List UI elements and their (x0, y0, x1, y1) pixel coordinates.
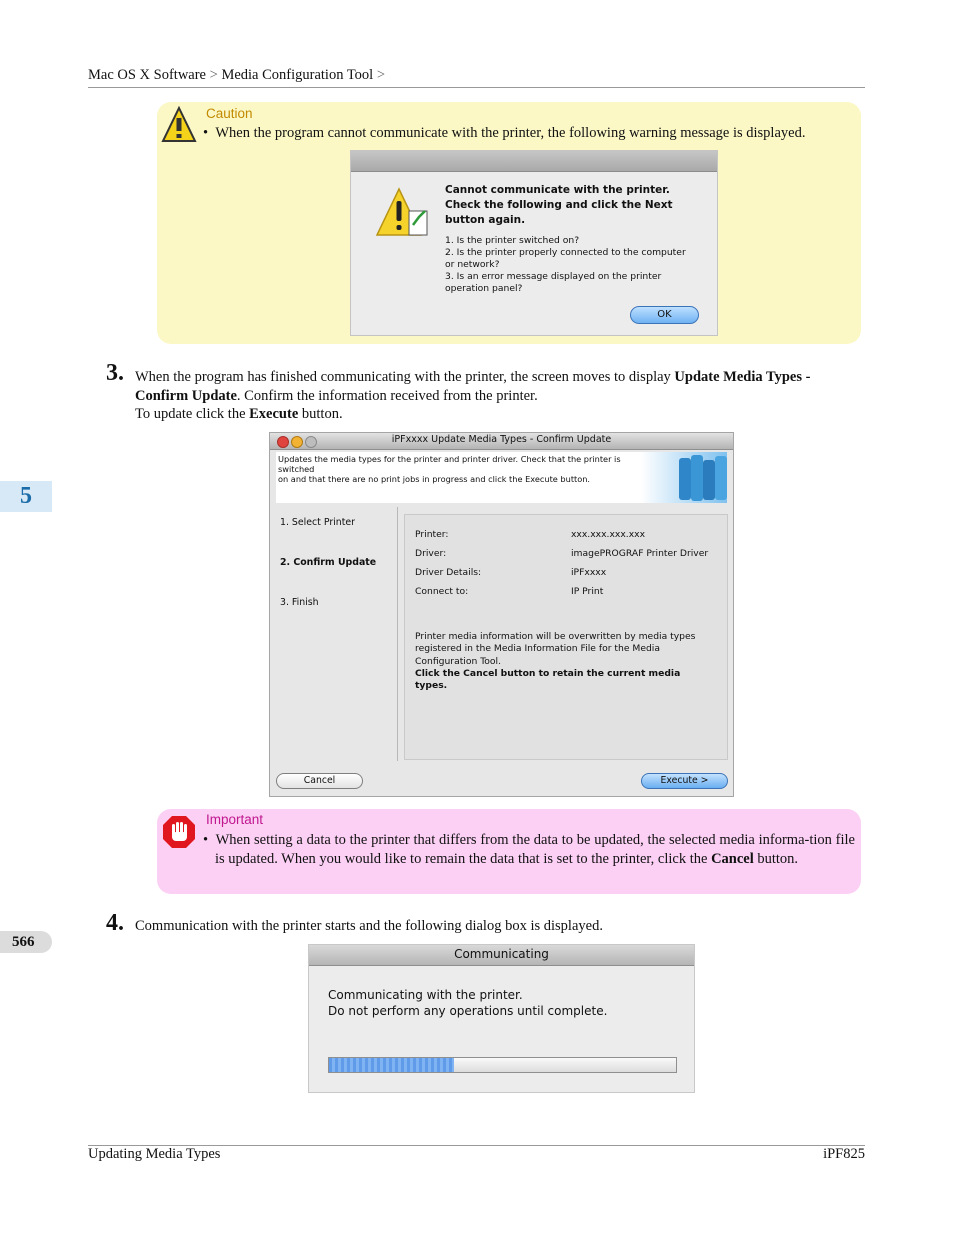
banner-text (278, 454, 638, 484)
breadcrumb-separator: > (376, 67, 386, 83)
note-line-bold: Click the Cancel button to retain the current media types. (415, 667, 681, 692)
warning-checklist (445, 235, 707, 295)
chapter-tab: 5 (0, 481, 52, 512)
checklist-item: operation panel? (445, 283, 523, 294)
note-line: Configuration Tool. (415, 655, 501, 667)
media-rolls-graphic (641, 452, 727, 503)
step-text: button. (298, 406, 343, 422)
info-label-driver-details: Driver Details: (415, 567, 482, 578)
banner-line: Updates the media types for the printer and printer driver. Check that the printer is switched (278, 454, 621, 474)
overwrite-note (415, 631, 715, 692)
warning-heading-line: button again. (445, 214, 526, 226)
wizard-step-finish: 3. Finish (280, 597, 319, 608)
info-value-connect-to: IP Print (571, 586, 604, 597)
info-value-driver-details: iPFxxxx (571, 567, 607, 578)
step-text-bold: Confirm Update (135, 387, 237, 404)
step-number: 4. (106, 910, 124, 936)
message-line: Do not perform any operations until complete. (328, 1004, 608, 1018)
info-value-driver: imagePROGRAF Printer Driver (571, 548, 709, 559)
step-text-bold: Update Media Types - (674, 369, 811, 385)
checklist-item: 1. Is the printer switched on? (445, 235, 580, 246)
communicating-dialog (308, 944, 695, 1093)
note-line: Printer media information will be overwritten by media types (415, 631, 696, 642)
caution-text: When the program cannot communicate with the printer, the following warning message is displayed. (215, 125, 806, 141)
info-label-printer: Printer: (415, 529, 449, 540)
info-value-printer: xxx.xxx.xxx.xxx (571, 529, 646, 540)
warning-icon (375, 185, 431, 241)
step-text: When the program has finished communicating with the printer, the screen moves to display (135, 369, 675, 385)
caution-label: Caution (206, 106, 253, 121)
breadcrumb (88, 67, 385, 84)
wizard-step-confirm-update: 2. Confirm Update (280, 557, 377, 568)
footer-model: iPF825 (823, 1146, 865, 1162)
footer-section-title: Updating Media Types (88, 1146, 221, 1162)
progress-bar (328, 1057, 677, 1073)
message-line: Communicating with the printer. (328, 988, 523, 1002)
ok-button[interactable]: OK (630, 306, 699, 324)
cancel-button[interactable]: Cancel (276, 773, 363, 789)
dialog-title: Communicating (454, 947, 549, 961)
caution-triangle-icon (161, 106, 197, 144)
caution-bullet: • When the program cannot communicate with the printer, the following warning message is displayed. (203, 125, 806, 141)
checklist-item: 2. Is the printer properly connected to the computer (445, 247, 686, 258)
warning-heading-line: Cannot communicate with the printer. (445, 184, 670, 196)
window-titlebar (270, 433, 733, 450)
step-number: 3. (106, 360, 124, 386)
step-text-bold: Execute (249, 406, 299, 422)
window-title: iPFxxxx Update Media Types - Confirm Update (391, 434, 612, 445)
important-bullet: • When setting a data to the printer that differs from the data to be updated, the selected media informa-tion file is updated. When you would like to remain the data that is set to the printer, click the Cancel button. (203, 832, 855, 867)
header-divider (88, 87, 865, 88)
stop-hand-icon (162, 815, 196, 849)
confirm-update-window (269, 432, 734, 797)
important-text: When setting a data to the printer that differs from the data to be updated, the selected media informa-tion file is updated. When you would like to remain the data that is set to the printer, click the (215, 832, 855, 867)
progress-fill (329, 1058, 454, 1072)
checklist-item: 3. Is an error message displayed on the printer (445, 271, 662, 282)
instruction-banner (276, 452, 727, 503)
important-text-bold: Cancel (711, 851, 754, 867)
warning-dialog (350, 150, 718, 336)
warning-heading-line: Check the following and click the Next (445, 199, 673, 211)
note-line: registered in the Media Information File for the Media (415, 643, 660, 655)
execute-button[interactable]: Execute > (641, 773, 728, 789)
breadcrumb-separator: > (209, 67, 218, 83)
important-text: button. (753, 851, 799, 867)
info-label-driver: Driver: (415, 548, 447, 559)
warning-heading (445, 183, 705, 228)
divider (397, 507, 398, 761)
printer-info-panel (404, 514, 728, 760)
step3-text (135, 368, 870, 424)
breadcrumb-item: Media Configuration Tool (221, 67, 374, 83)
step-text: To update click the (135, 406, 250, 422)
dialog-titlebar (309, 945, 694, 966)
page-number: 566 (0, 931, 52, 953)
banner-line: on and that there are no print jobs in progress and click the Execute button. (278, 474, 591, 484)
info-label-connect-to: Connect to: (415, 586, 469, 597)
dialog-titlebar (351, 151, 717, 172)
step-text: . Confirm the information received from the printer. (236, 387, 538, 404)
wizard-step-select-printer: 1. Select Printer (280, 517, 356, 528)
communicating-message (328, 987, 678, 1019)
checklist-item: or network? (445, 259, 500, 270)
breadcrumb-item: Mac OS X Software (88, 67, 206, 83)
step4-text: Communication with the printer starts and the following dialog box is displayed. (135, 918, 603, 934)
important-label: Important (206, 812, 264, 827)
